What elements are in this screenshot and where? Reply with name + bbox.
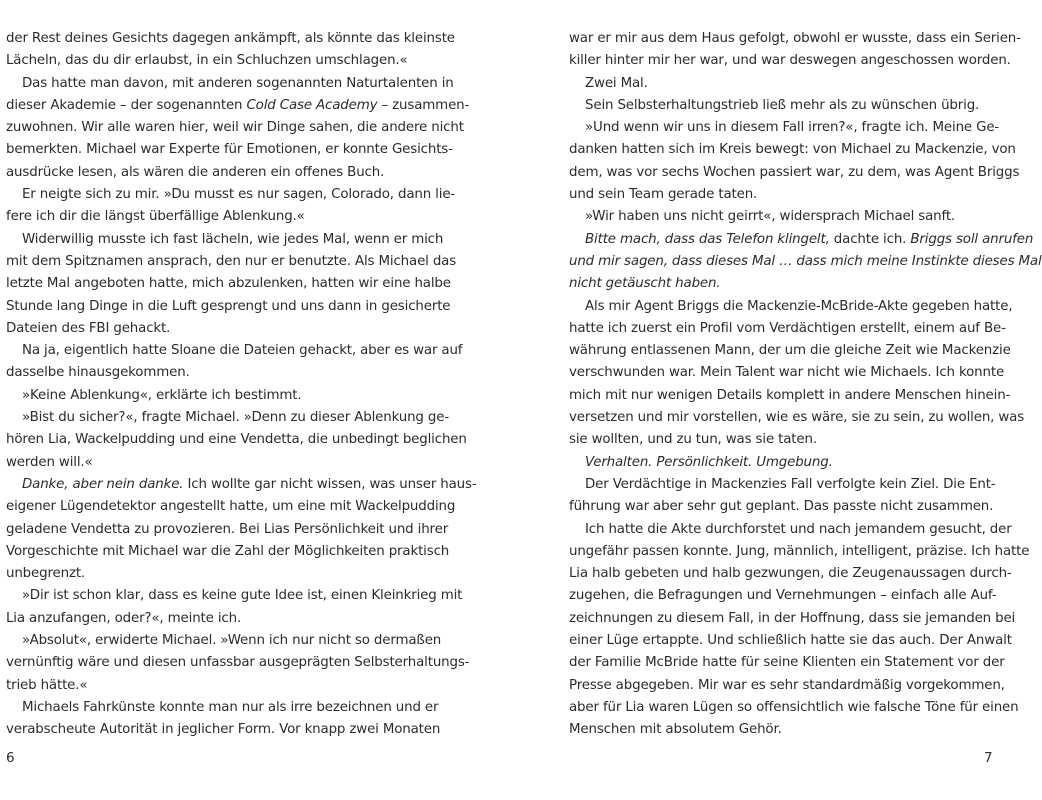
text-line: geladene Vendetta zu provozieren. Bei Lias Persönlichkeit und ihrer xyxy=(6,521,449,537)
text-line: Das hatte man davon, mit anderen sogenannten Naturtalenten in xyxy=(22,75,454,91)
text-run: – zusammen- xyxy=(377,97,470,113)
text-line: hören Lia, Wackelpudding und eine Vendetta, die unbedingt beglichen xyxy=(6,432,467,448)
text-line: zeichnungen zu diesem Fall, in der Hoffnung, dass sie jemanden bei xyxy=(569,610,1016,626)
text-line: dem, was vor sechs Wochen passiert war, zu dem, was Agent Briggs xyxy=(569,164,1020,180)
text-line: aber für Lia waren Lügen so offensichtlich wie falsche Töne für einen xyxy=(569,699,1019,715)
text-line: sie wollten, und zu tun, was sie taten. xyxy=(569,432,817,448)
text-line: trieb hätte.« xyxy=(6,677,88,693)
text-line: Menschen mit absolutem Gehör. xyxy=(569,722,782,738)
text-line: Verhalten. Persönlichkeit. Umgebung. xyxy=(585,454,833,470)
text-run: Ich wollte gar nicht wissen, was unser haus- xyxy=(183,476,477,492)
text-line: killer hinter mir her war, und war deswegen angeschossen worden. xyxy=(569,53,1011,69)
text-line: einer Lüge ertappte. Und schließlich hatte sie das auch. Der Anwalt xyxy=(569,633,1012,649)
text-line: der Rest deines Gesichts dagegen ankämpft, als könnte das kleinste xyxy=(6,31,455,46)
text-line: bemerkten. Michael war Experte für Emotionen, er konnte Gesichts- xyxy=(6,142,453,158)
text-line: unbegrenzt. xyxy=(6,566,86,582)
text-line: werden will.« xyxy=(6,454,93,470)
text-line: Zwei Mal. xyxy=(585,75,648,91)
book-title-italic: Cold Case Academy xyxy=(246,97,378,113)
text-line xyxy=(6,95,470,117)
text-line: ungefähr passen konnte. Jung, männlich, intelligent, präzise. Ich hatte xyxy=(569,543,1030,559)
text-line: Sein Selbsterhaltungstrieb ließ mehr als zu wünschen übrig. xyxy=(585,97,980,113)
text-line: Widerwillig musste ich fast lächeln, wie jedes Mal, wenn er mich xyxy=(22,231,444,247)
text-line: mich mit nur wenigen Details komplett in andere Menschen hinein- xyxy=(569,387,1011,403)
text-line: war er mir aus dem Haus gefolgt, obwohl er wusste, dass ein Serien- xyxy=(569,31,1021,46)
text-line: »Absolut«, erwiderte Michael. »Wenn ich nur nicht so dermaßen xyxy=(22,633,442,649)
page-number-right: 7 xyxy=(984,750,993,766)
text-line: nicht getäuscht haben. xyxy=(569,276,721,292)
text-line: mit dem Spitznamen ansprach, den nur er benutzte. Als Michael das xyxy=(6,253,457,269)
text-line: ausdrücke lesen, als wären die anderen ein offenes Buch. xyxy=(6,164,385,180)
text-line: »Und wenn wir uns in diesem Fall irren?«, fragte ich. Meine Ge- xyxy=(585,120,1000,136)
text-line: Ich hatte die Akte durchforstet und nach jemandem gesucht, der xyxy=(585,521,1012,537)
text-line: Er neigte sich zu mir. »Du musst es nur sagen, Colorado, dann lie- xyxy=(22,187,456,203)
text-line: »Dir ist schon klar, dass es keine gute Idee ist, einen Kleinkrieg mit xyxy=(22,588,463,604)
text-line: dasselbe hinausgekommen. xyxy=(6,365,190,381)
text-line: Als mir Agent Briggs die Mackenzie-McBride-Akte gegeben hatte, xyxy=(585,298,1013,314)
text-line: Lia anzufangen, oder?«, meinte ich. xyxy=(6,610,242,626)
text-line: vernünftig wäre und diesen unfassbar ausgeprägten Selbsterhaltungs- xyxy=(6,655,470,671)
text-line: »Wir haben uns nicht geirrt«, widersprach Michael sanft. xyxy=(585,209,956,225)
thought-italic: Danke, aber nein danke. xyxy=(22,476,184,492)
text-line: Dateien des FBI gehackt. xyxy=(6,320,171,336)
text-line: eigener Lügendetektor angestellt hatte, um eine mit Wackelpudding xyxy=(6,499,456,515)
text-line: »Bist du sicher?«, fragte Michael. »Denn zu dieser Ablenkung ge- xyxy=(22,410,450,426)
text-line: der Familie McBride hatte für seine Klienten ein Statement vor der xyxy=(569,655,1005,671)
page-number-left: 6 xyxy=(6,750,15,766)
text-line: »Keine Ablenkung«, erklärte ich bestimmt. xyxy=(22,387,302,403)
thought-italic: Bitte mach, dass das Telefon klingelt, xyxy=(585,231,830,247)
text-line: verschwunden war. Mein Talent war nicht wie Michaels. Ich konnte xyxy=(569,365,1005,381)
text-line: verabscheute Autorität in jeglicher Form. Vor knapp zwei Monaten xyxy=(6,722,441,738)
text-line: Na ja, eigentlich hatte Sloane die Dateien gehackt, aber es war auf xyxy=(22,343,463,359)
text-line: und sein Team gerade taten. xyxy=(569,187,758,203)
text-line: führung war aber sehr gut geplant. Das passte nicht zusammen. xyxy=(569,499,994,515)
text-run: dieser Akademie – der sogenannten xyxy=(6,97,247,113)
text-line: Lia halb gebeten und halb gezwungen, die Zeugenaussagen durch- xyxy=(569,566,1012,582)
text-line: hatte ich zuerst ein Profil vom Verdächtigen erstellt, einem auf Be- xyxy=(569,320,1006,336)
text-line: Michaels Fahrkünste konnte man nur als irre bezeichnen und er xyxy=(22,699,439,715)
text-line: zugehen, die Befragungen und Vernehmungen – einfach alle Auf- xyxy=(569,588,997,604)
text-line: Vorgeschichte mit Michael war die Zahl der Möglichkeiten praktisch xyxy=(6,543,450,559)
text-line: letzte Mal angeboten hatte, mich abzulenken, hatten wir eine halbe xyxy=(6,276,451,292)
text-line: währung entlassenen Mann, der um die gleiche Zeit wie Mackenzie xyxy=(569,343,1011,359)
text-line: danken hatten sich im Kreis bewegt: von Michael zu Mackenzie, von xyxy=(569,142,1016,158)
text-line xyxy=(6,474,477,496)
text-line: Presse abgegeben. Mir war es sehr standardmäßig vorgekommen, xyxy=(569,677,1005,693)
text-line: Stunde lang Dinge in die Luft gesprengt und uns dann in gesicherte xyxy=(6,298,451,314)
text-run: dachte ich. xyxy=(829,231,911,247)
text-line: und mir sagen, dass dieses Mal … dass mich meine Instinkte dieses Mal xyxy=(569,253,1042,269)
thought-italic: Briggs soll anrufen xyxy=(910,231,1034,247)
text-line: zuwohnen. Wir alle waren hier, weil wir Dinge sahen, die andere nicht xyxy=(6,120,464,136)
left-page xyxy=(6,28,477,742)
text-line: fere ich dir die längst überfällige Ablenkung.« xyxy=(6,209,305,225)
text-line: Der Verdächtige in Mackenzies Fall verfolgte kein Ziel. Die Ent- xyxy=(585,476,996,492)
text-line xyxy=(569,229,1034,251)
text-line: Lächeln, das du dir erlaubst, in ein Schluchzen umschlagen.« xyxy=(6,53,408,69)
right-page xyxy=(569,28,1042,742)
text-line: versetzen und mir vorstellen, wie es wäre, sie zu sein, zu wollen, was xyxy=(569,410,1025,426)
